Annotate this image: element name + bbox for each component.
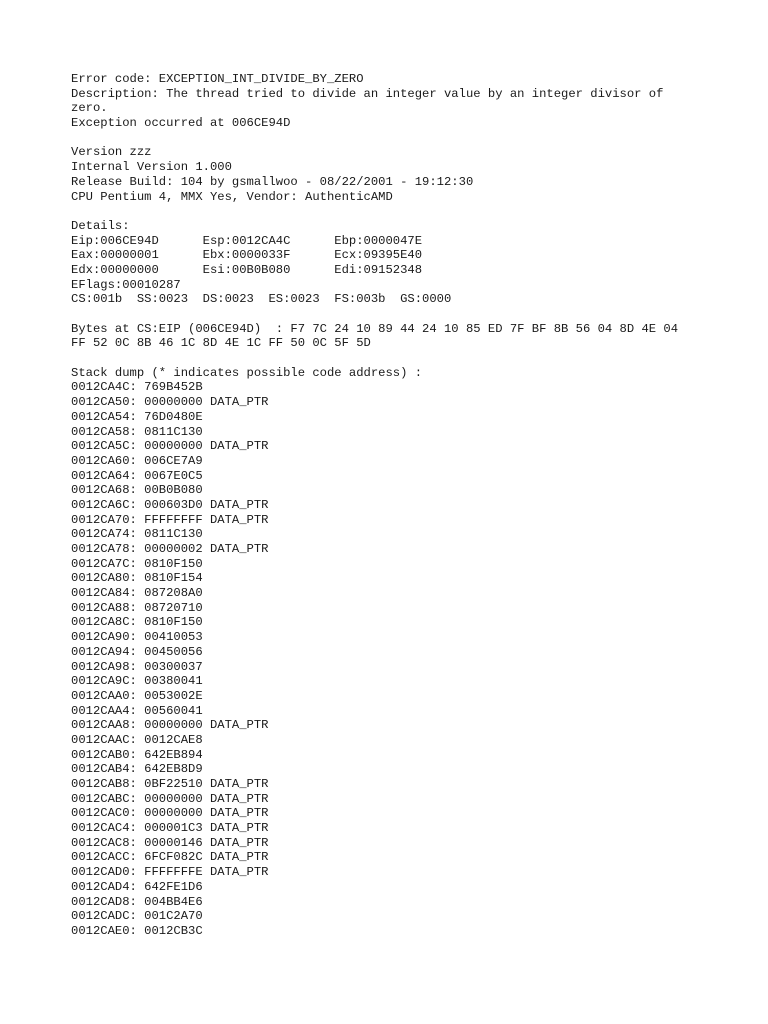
- stack-dump-entry: 0012CA84: 087208A0: [71, 586, 203, 601]
- stack-dump-entry: 0012CA78: 00000002 DATA_PTR: [71, 542, 269, 556]
- stack-dump-entry: 0012CA64: 0067E0C5: [71, 468, 203, 483]
- spacer: [71, 204, 751, 219]
- register-row: Eax:00000001 Ebx:0000033F Ecx:09395E40: [71, 248, 423, 263]
- exception-address-line: Exception occurred at 006CE94D: [71, 116, 291, 131]
- stack-dump-entry: 0012CADC: 001C2A70: [71, 909, 203, 924]
- error-description-continued: zero.: [71, 101, 108, 116]
- stack-dump-entry: 0012CA90: 00410053: [71, 630, 203, 645]
- stack-dump-entry: 0012CAC4: 000001C3 DATA_PTR: [71, 821, 269, 836]
- stack-dump-entry: 0012CA68: 00B0B080: [71, 483, 203, 498]
- version-section: [71, 145, 751, 204]
- stack-dump-entry: 0012CAB4: 642EB8D9: [71, 762, 203, 777]
- stack-dump-entry: 0012CA88: 08720710: [71, 600, 203, 615]
- stack-dump-entry: 0012CA80: 0810F154: [71, 571, 203, 586]
- stack-dump-entry: 0012CAE0: 0012CB3C: [71, 923, 203, 938]
- bytes-at-eip-line: Bytes at CS:EIP (006CE94D) : F7 7C 24 10 89 44 24 10 85 ED 7F BF 8B 56 04 8D 4E 04: [71, 321, 679, 336]
- stack-dump-header: Stack dump (* indicates possible code address) :: [71, 365, 423, 380]
- stack-dump-entry: 0012CA70: FFFFFFFF DATA_PTR: [71, 512, 269, 527]
- registers-section: [71, 219, 751, 307]
- stack-dump-entry: 0012CA5C: 00000000 DATA_PTR: [71, 439, 269, 454]
- spacer: [71, 307, 751, 322]
- stack-dump-list: [71, 380, 751, 938]
- stack-dump-entry: 0012CA58: 0811C130: [71, 424, 203, 439]
- bytes-section: [71, 322, 751, 351]
- spacer: [71, 131, 751, 146]
- stack-dump-entry: 0012CA60: 006CE7A9: [71, 453, 203, 468]
- internal-version-line: Internal Version 1.000: [71, 160, 232, 175]
- stack-dump-entry: 0012CAD4: 642FE1D6: [71, 879, 203, 894]
- segment-registers-line: CS:001b SS:0023 DS:0023 ES:0023 FS:003b GS:0000: [71, 292, 452, 307]
- stack-dump-entry: 0012CA8C: 0810F150: [71, 615, 203, 630]
- details-header: Details:: [71, 218, 130, 233]
- stack-dump-entry: 0012CA50: 00000000 DATA_PTR: [71, 395, 269, 410]
- stack-dump-entry: 0012CA54: 76D0480E: [71, 409, 203, 424]
- stack-dump-entry: 0012CAA0: 0053002E: [71, 688, 203, 703]
- error-description-line: Description: The thread tried to divide an integer value by an integer divisor of: [71, 86, 664, 101]
- eflags-line: EFlags:00010287: [71, 277, 181, 292]
- stack-dump-entry: 0012CAAC: 0012CAE8: [71, 732, 203, 747]
- register-row: Eip:006CE94D Esp:0012CA4C Ebp:0000047E: [71, 233, 423, 248]
- error-code-line: Error code: EXCEPTION_INT_DIVIDE_BY_ZERO: [71, 72, 364, 86]
- stack-dump-entry: 0012CAD0: FFFFFFFE DATA_PTR: [71, 865, 269, 880]
- stack-dump-entry: 0012CAD8: 004BB4E6: [71, 894, 203, 909]
- stack-dump-entry: 0012CA4C: 769B452B: [71, 380, 203, 395]
- stack-dump-entry: 0012CA7C: 0810F150: [71, 556, 203, 571]
- error-section: [71, 72, 751, 131]
- stack-dump-entry: 0012CACC: 6FCF082C DATA_PTR: [71, 850, 269, 865]
- stack-dump-entry: 0012CA6C: 000603D0 DATA_PTR: [71, 497, 269, 512]
- release-build-line: Release Build: 104 by gsmallwoo - 08/22/2001 - 19:12:30: [71, 174, 474, 189]
- stack-dump-entry: 0012CA98: 00300037: [71, 659, 203, 674]
- spacer: [71, 351, 751, 366]
- stack-dump-entry: 0012CA9C: 00380041: [71, 674, 203, 689]
- register-row: Edx:00000000 Esi:00B0B080 Edi:09152348: [71, 262, 423, 277]
- crash-report-document: [71, 72, 751, 939]
- stack-dump-entry: 0012CA74: 0811C130: [71, 527, 203, 542]
- stack-dump-entry: 0012CAC8: 00000146 DATA_PTR: [71, 835, 269, 850]
- stack-dump-section: [71, 366, 751, 939]
- cpu-info-line: CPU Pentium 4, MMX Yes, Vendor: AuthenticAMD: [71, 189, 393, 204]
- stack-dump-entry: 0012CAA8: 00000000 DATA_PTR: [71, 718, 269, 733]
- stack-dump-entry: 0012CAB8: 0BF22510 DATA_PTR: [71, 777, 269, 791]
- bytes-at-eip-continued: FF 52 0C 8B 46 1C 8D 4E 1C FF 50 0C 5F 5D: [71, 336, 371, 351]
- stack-dump-entry: 0012CAC0: 00000000 DATA_PTR: [71, 806, 269, 821]
- stack-dump-entry: 0012CAA4: 00560041: [71, 703, 203, 718]
- stack-dump-entry: 0012CABC: 00000000 DATA_PTR: [71, 791, 269, 806]
- stack-dump-entry: 0012CAB0: 642EB894: [71, 747, 203, 762]
- version-line: Version zzz: [71, 145, 152, 160]
- stack-dump-entry: 0012CA94: 00450056: [71, 644, 203, 659]
